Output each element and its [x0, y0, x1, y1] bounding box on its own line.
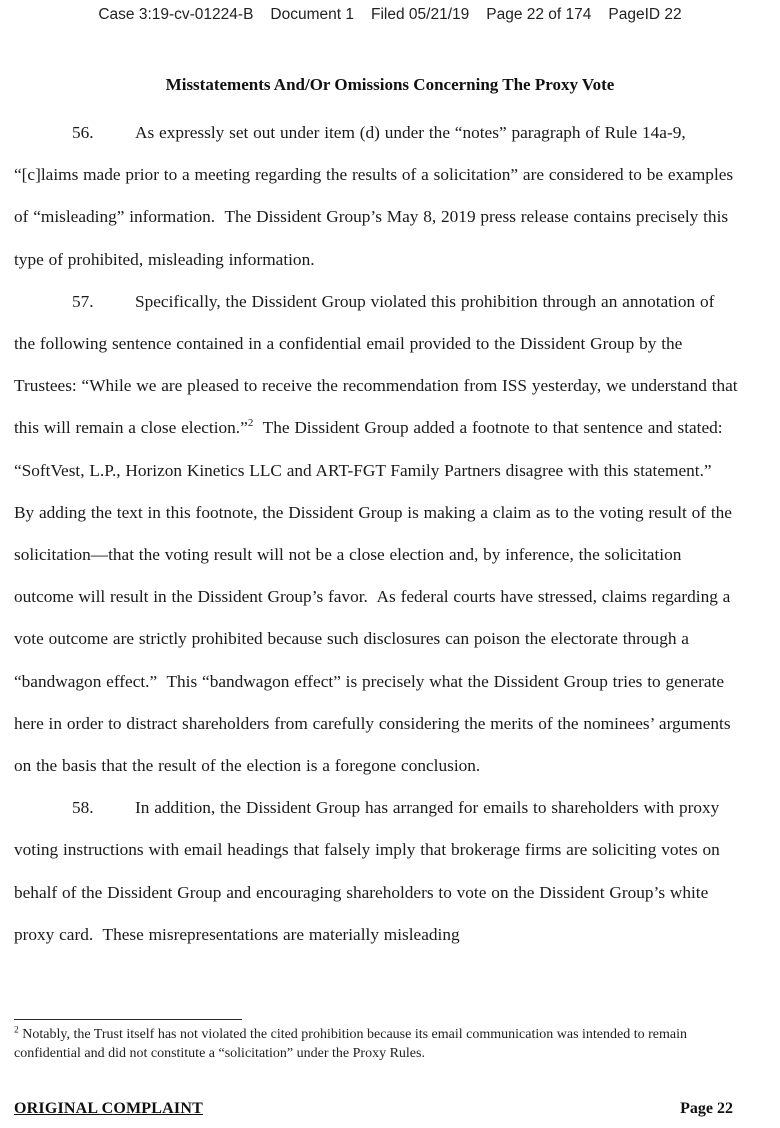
- paragraph-text: As expressly set out under item (d) under the “notes” paragraph of Rule 14a-9, “[c]laims made prior to a meeting regarding the results of a solicitation” are considered to be examples of “misleading” information. The Dissident Group’s May 8, 2019 press release contains precisely this type of prohibited, misleading information.: [14, 123, 738, 269]
- paragraph-57: [14, 281, 743, 787]
- ecf-stamp-header: [0, 6, 780, 24]
- footnote-marker: 2: [14, 1025, 19, 1036]
- page-count: Page 22 of 174: [486, 6, 592, 23]
- document-number: Document 1: [270, 6, 354, 23]
- paragraph-56: [14, 112, 738, 281]
- paragraph-text: Specifically, the Dissident Group violated this prohibition through an annotation of the following sentence contained in a confidential email provided to the Dissident Group by the Trustees: “While we are pleased to receive the recommendation from ISS yesterday, we understand that this will remain a close election.”: [14, 291, 743, 438]
- footnote-separator-rule: [14, 1019, 242, 1020]
- paragraph-58: [14, 787, 738, 956]
- page-footer: [14, 1100, 733, 1118]
- paragraph-text: In addition, the Dissident Group has arranged for emails to shareholders with proxy voting instructions with email headings that falsely imply that brokerage firms are soliciting votes on behalf of the Dissident Group and encouraging shareholders to vote on the Dissident Group’s white proxy card. These misrepresentations are materially misleading: [14, 798, 725, 944]
- paragraph-number: 57.: [72, 291, 94, 311]
- section-heading: Misstatements And/Or Omissions Concerning The Proxy Vote: [165, 75, 615, 94]
- document-body: [14, 112, 743, 956]
- document-title-label: ORIGINAL COMPLAINT: [14, 1100, 203, 1117]
- page-number: Page 22: [680, 1100, 733, 1117]
- footnote-reference: 2: [247, 417, 254, 430]
- footnote-text: Notably, the Trust itself has not violated the cited prohibition because its email communication was intended to remain confidential and did not constitute a “solicitation” under the Proxy Rules.: [14, 1027, 691, 1061]
- paragraph-text: The Dissident Group added a footnote to that sentence and stated: “SoftVest, L.P., Horizon Kinetics LLC and ART-FGT Family Partners disagree with this statement.” By adding the text in this footnote, the Dissident Group is making a claim as to the voting result of the solicitation—that the voting result will not be a close election and, by inference, the solicitation outcome will result in the Dissident Group’s favor. As federal courts have stressed, claims regarding a vote outcome are strictly prohibited because such disclosures can poison the electorate through a “bandwagon effect.” This “bandwagon effect” is precisely what the Dissident Group tries to generate here in order to distract shareholders from carefully considering the merits of the nominees’ arguments on the basis that the result of the election is a foregone conclusion.: [14, 418, 737, 776]
- paragraph-number: 56.: [72, 123, 94, 142]
- case-number: Case 3:19-cv-01224-B: [98, 6, 254, 23]
- pageid: PageID 22: [608, 6, 682, 23]
- footnote: [14, 1026, 726, 1064]
- paragraph-number: 58.: [72, 798, 94, 818]
- filed-date: Filed 05/21/19: [371, 6, 470, 23]
